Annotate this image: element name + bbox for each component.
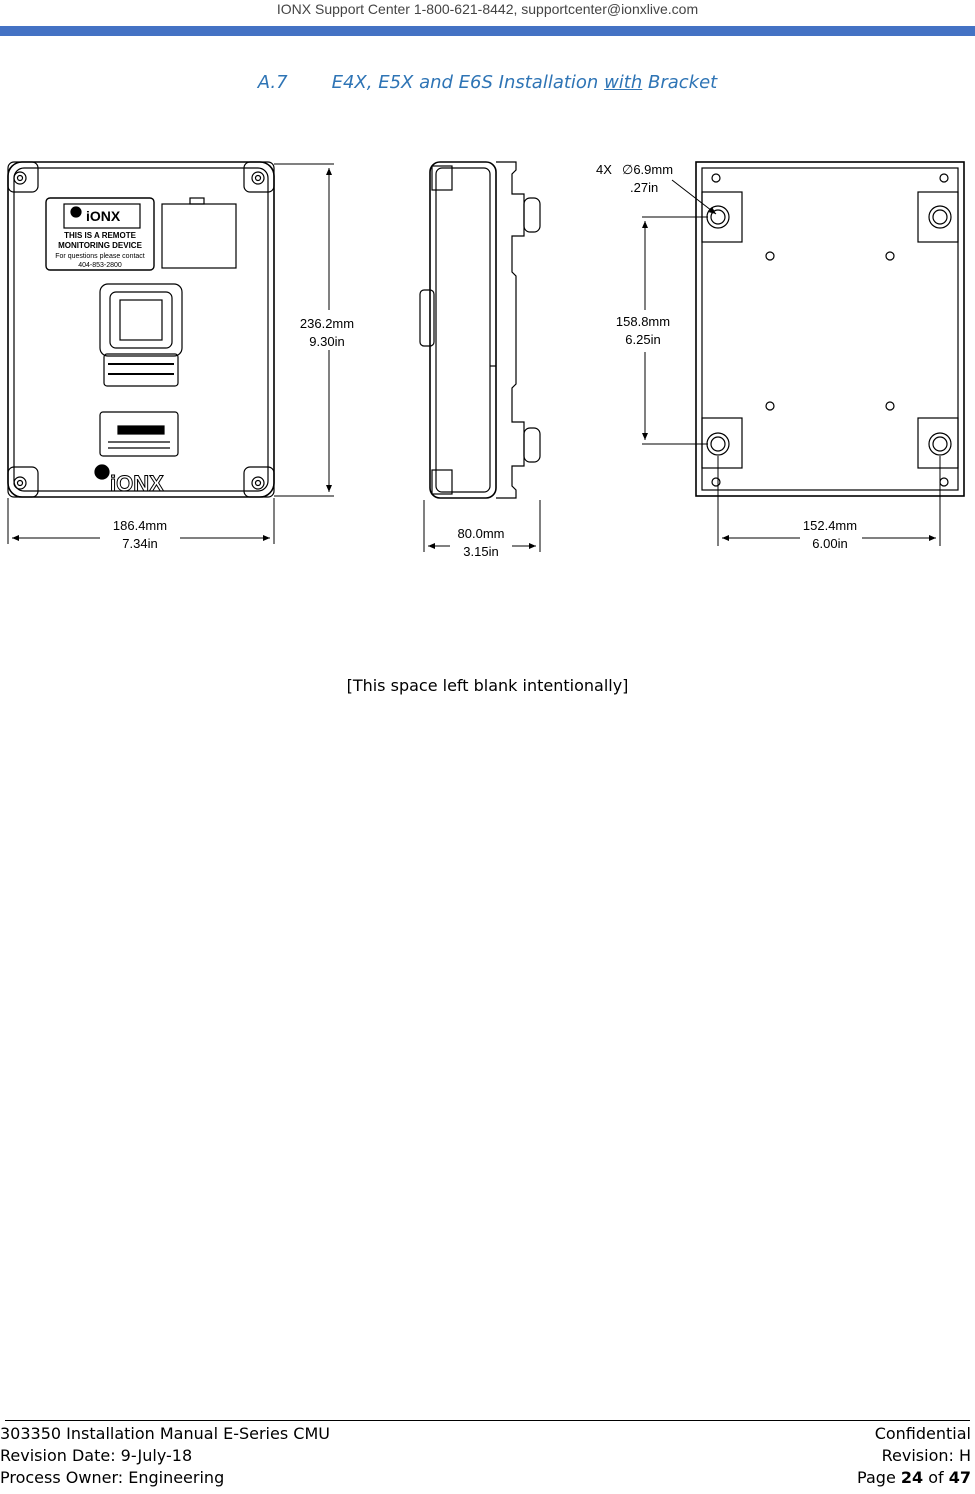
page-word: Page [857, 1468, 901, 1487]
footer-process-owner: Process Owner: Engineering [0, 1468, 225, 1487]
front-width-mm: 186.4mm [112, 518, 168, 533]
side-view [420, 162, 540, 498]
side-depth-in: 3.15in [463, 544, 499, 559]
footer-doc-title: 303350 Installation Manual E-Series CMU [0, 1424, 330, 1443]
page-of-word: of [923, 1468, 949, 1487]
page-total: 47 [948, 1468, 971, 1487]
side-depth-mm: 80.0mm [457, 526, 505, 541]
section-title-underlined: with [604, 72, 643, 93]
footer-revision: Revision: H [881, 1446, 971, 1465]
footer-classification: Confidential [874, 1424, 971, 1443]
support-contact-header: IONX Support Center 1-800-621-8442, supportcenter@ionxlive.com [276, 1, 699, 17]
section-title-pre: E4X, E5X and E6S Installation [331, 72, 605, 93]
back-horiz-mm: 152.4mm [802, 518, 858, 533]
label-line-2: MONITORING DEVICE [58, 241, 142, 250]
back-horiz-in: 6.00in [812, 536, 848, 551]
footer-revision-date: Revision Date: 9-July-18 [0, 1446, 193, 1465]
blank-space-note: [This space left blank intentionally] [346, 676, 629, 695]
footer-divider [5, 1420, 970, 1421]
front-view [8, 162, 274, 497]
hole-diameter-mm: ∅6.9mm [622, 162, 674, 177]
front-logo: iONX [86, 208, 121, 224]
back-view [696, 162, 964, 496]
page-current: 24 [900, 1468, 924, 1487]
label-line-1: THIS IS A REMOTE [64, 231, 136, 240]
label-line-4: 404-853-2800 [78, 262, 122, 269]
footer-page-number [857, 1468, 971, 1487]
section-title-post: Bracket [642, 72, 718, 93]
front-width-in: 7.34in [122, 536, 158, 551]
front-height-in: 9.30in [309, 334, 345, 349]
back-vert-in: 6.25in [625, 332, 661, 347]
hole-diameter-in: .27in [630, 180, 659, 195]
section-number: A.7 [257, 72, 288, 93]
section-heading [0, 72, 975, 93]
label-line-3: For questions please contact [55, 253, 145, 260]
hole-qty: 4X [596, 162, 612, 177]
front-height-mm: 236.2mm [299, 316, 355, 331]
front-bottom-logo: iONX [110, 471, 164, 496]
back-vert-mm: 158.8mm [615, 314, 671, 329]
header-accent-bar [0, 26, 975, 36]
dimension-drawing [0, 150, 975, 560]
